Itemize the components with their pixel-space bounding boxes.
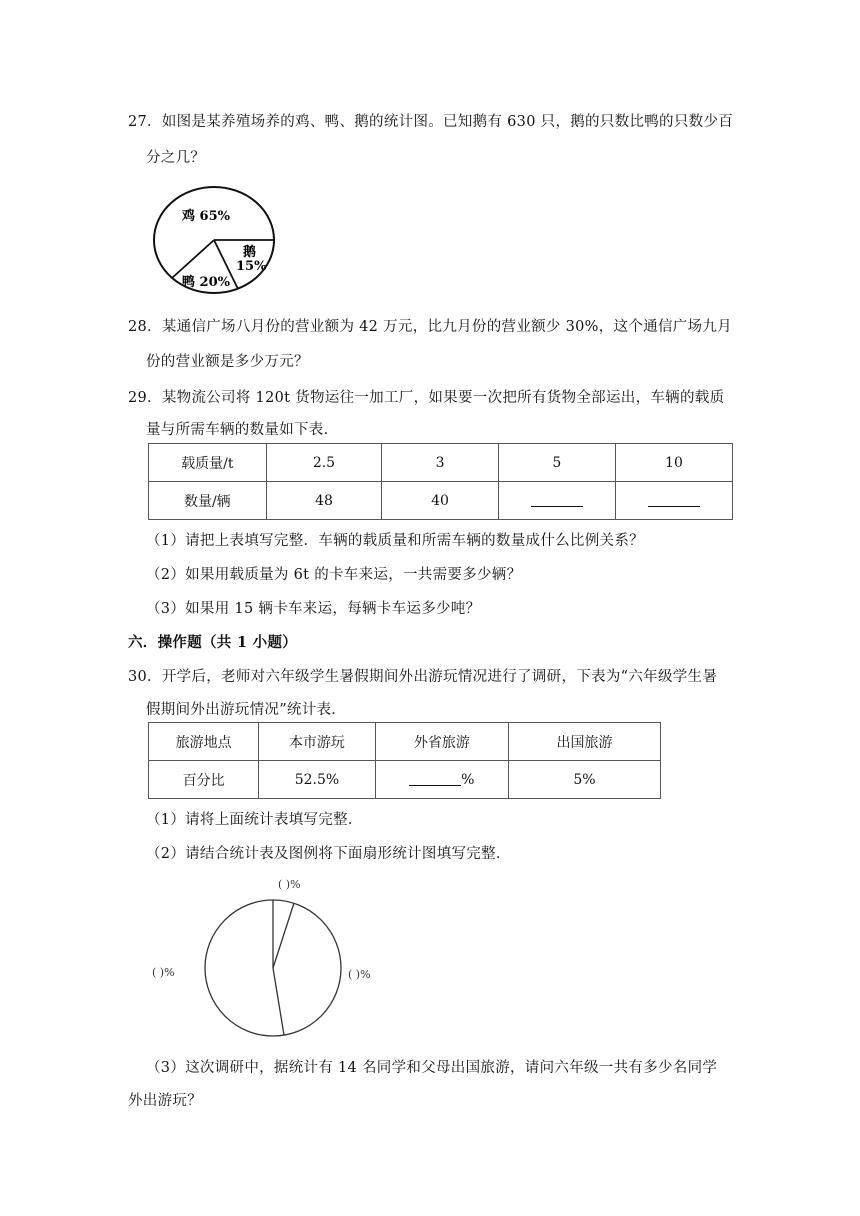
q29-blank-cell[interactable] <box>615 482 732 520</box>
q29-cell: 10 <box>615 444 732 482</box>
pie-label-right: ( )% <box>348 968 371 981</box>
q29-sub1: （1）请把上表填写完整．车辆的载质量和所需车辆的数量成什么比例关系？ <box>146 533 644 549</box>
q29-cell: 2.5 <box>266 444 382 482</box>
q30-sub3-line2: 外出游玩？ <box>128 1093 202 1109</box>
q29-blank-cell[interactable] <box>498 482 615 520</box>
answer-blank[interactable] <box>531 492 583 507</box>
q30-header-cell: 本市游玩 <box>259 723 375 761</box>
q30-header-cell: 旅游地点 <box>149 723 259 761</box>
pie-label-chicken: 鸡 65% <box>182 209 230 224</box>
q29-cell: 48 <box>266 482 382 520</box>
q28-line2: 份的营业额是多少万元？ <box>146 354 309 370</box>
q28-line1: 28．某通信广场八月份的营业额为 42 万元，比九月份的营业额少 30%，这个通信广场九月 <box>128 319 732 335</box>
pie-label-goose-name: 鹅 <box>243 245 257 260</box>
q29-cell: 40 <box>382 482 499 520</box>
q30-cell: 5% <box>509 761 661 799</box>
q27-line1: 27．如图是某养殖场养的鸡、鸭、鹅的统计图。已知鹅有 630 只，鹅的只数比鸭的只数少百 <box>128 114 734 130</box>
pie-slice-boundary <box>273 903 294 968</box>
q30-blank-cell[interactable] <box>375 761 508 799</box>
q30-header-cell: 出国旅游 <box>509 723 661 761</box>
section-heading: 六．操作题（共 1 小题） <box>128 634 298 651</box>
q29-table <box>148 443 733 520</box>
q29-sub2: （2）如果用载质量为 6t 的卡车来运，一共需要多少辆？ <box>146 567 522 583</box>
q30-pie-chart <box>140 872 410 1042</box>
q27-pie-chart <box>150 186 280 304</box>
q30-header-cell: 外省旅游 <box>375 723 508 761</box>
pie-label-left: ( )% <box>152 966 175 979</box>
q27-line2: 分之几？ <box>146 150 206 166</box>
q30-table <box>148 722 661 799</box>
pie-label-goose-pct: 15% <box>236 259 267 274</box>
q30-row-header: 百分比 <box>149 761 259 799</box>
q29-row2-header: 数量/辆 <box>149 482 267 520</box>
q30-cell: 52.5% <box>259 761 375 799</box>
pie-label-top: ( )% <box>278 878 301 891</box>
answer-blank[interactable] <box>648 492 700 507</box>
q29-row1-header: 载质量/t <box>149 444 267 482</box>
pie-slice-boundary <box>273 968 284 1035</box>
pie-label-duck: 鸭 20% <box>182 275 230 290</box>
q30-cell: % <box>461 772 475 788</box>
answer-blank[interactable] <box>409 771 461 786</box>
pie-slice-boundary-duck-chicken <box>172 240 214 278</box>
q30-sub1: （1）请将上面统计表填写完整． <box>146 812 363 828</box>
q29-cell: 5 <box>498 444 615 482</box>
q30-line1: 30．开学后，老师对六年级学生暑假期间外出游玩情况进行了调研，下表为“六年级学生暑 <box>128 669 718 685</box>
q30-line2: 假期间外出游玩情况”统计表． <box>146 702 347 718</box>
q29-line1: 29．某物流公司将 120t 货物运往一加工厂，如果要一次把所有货物全部运出，车辆的载质 <box>128 390 725 406</box>
q30-sub3-line1: （3）这次调研中，据统计有 14 名同学和父母出国旅游，请问六年级一共有多少名同学 <box>146 1060 718 1076</box>
q30-sub2: （2）请结合统计表及图例将下面扇形统计图填写完整． <box>146 846 511 862</box>
q29-cell: 3 <box>382 444 499 482</box>
q29-line2: 量与所需车辆的数量如下表． <box>146 422 339 438</box>
q29-sub3: （3）如果用 15 辆卡车来运，每辆卡车运多少吨？ <box>146 601 481 617</box>
